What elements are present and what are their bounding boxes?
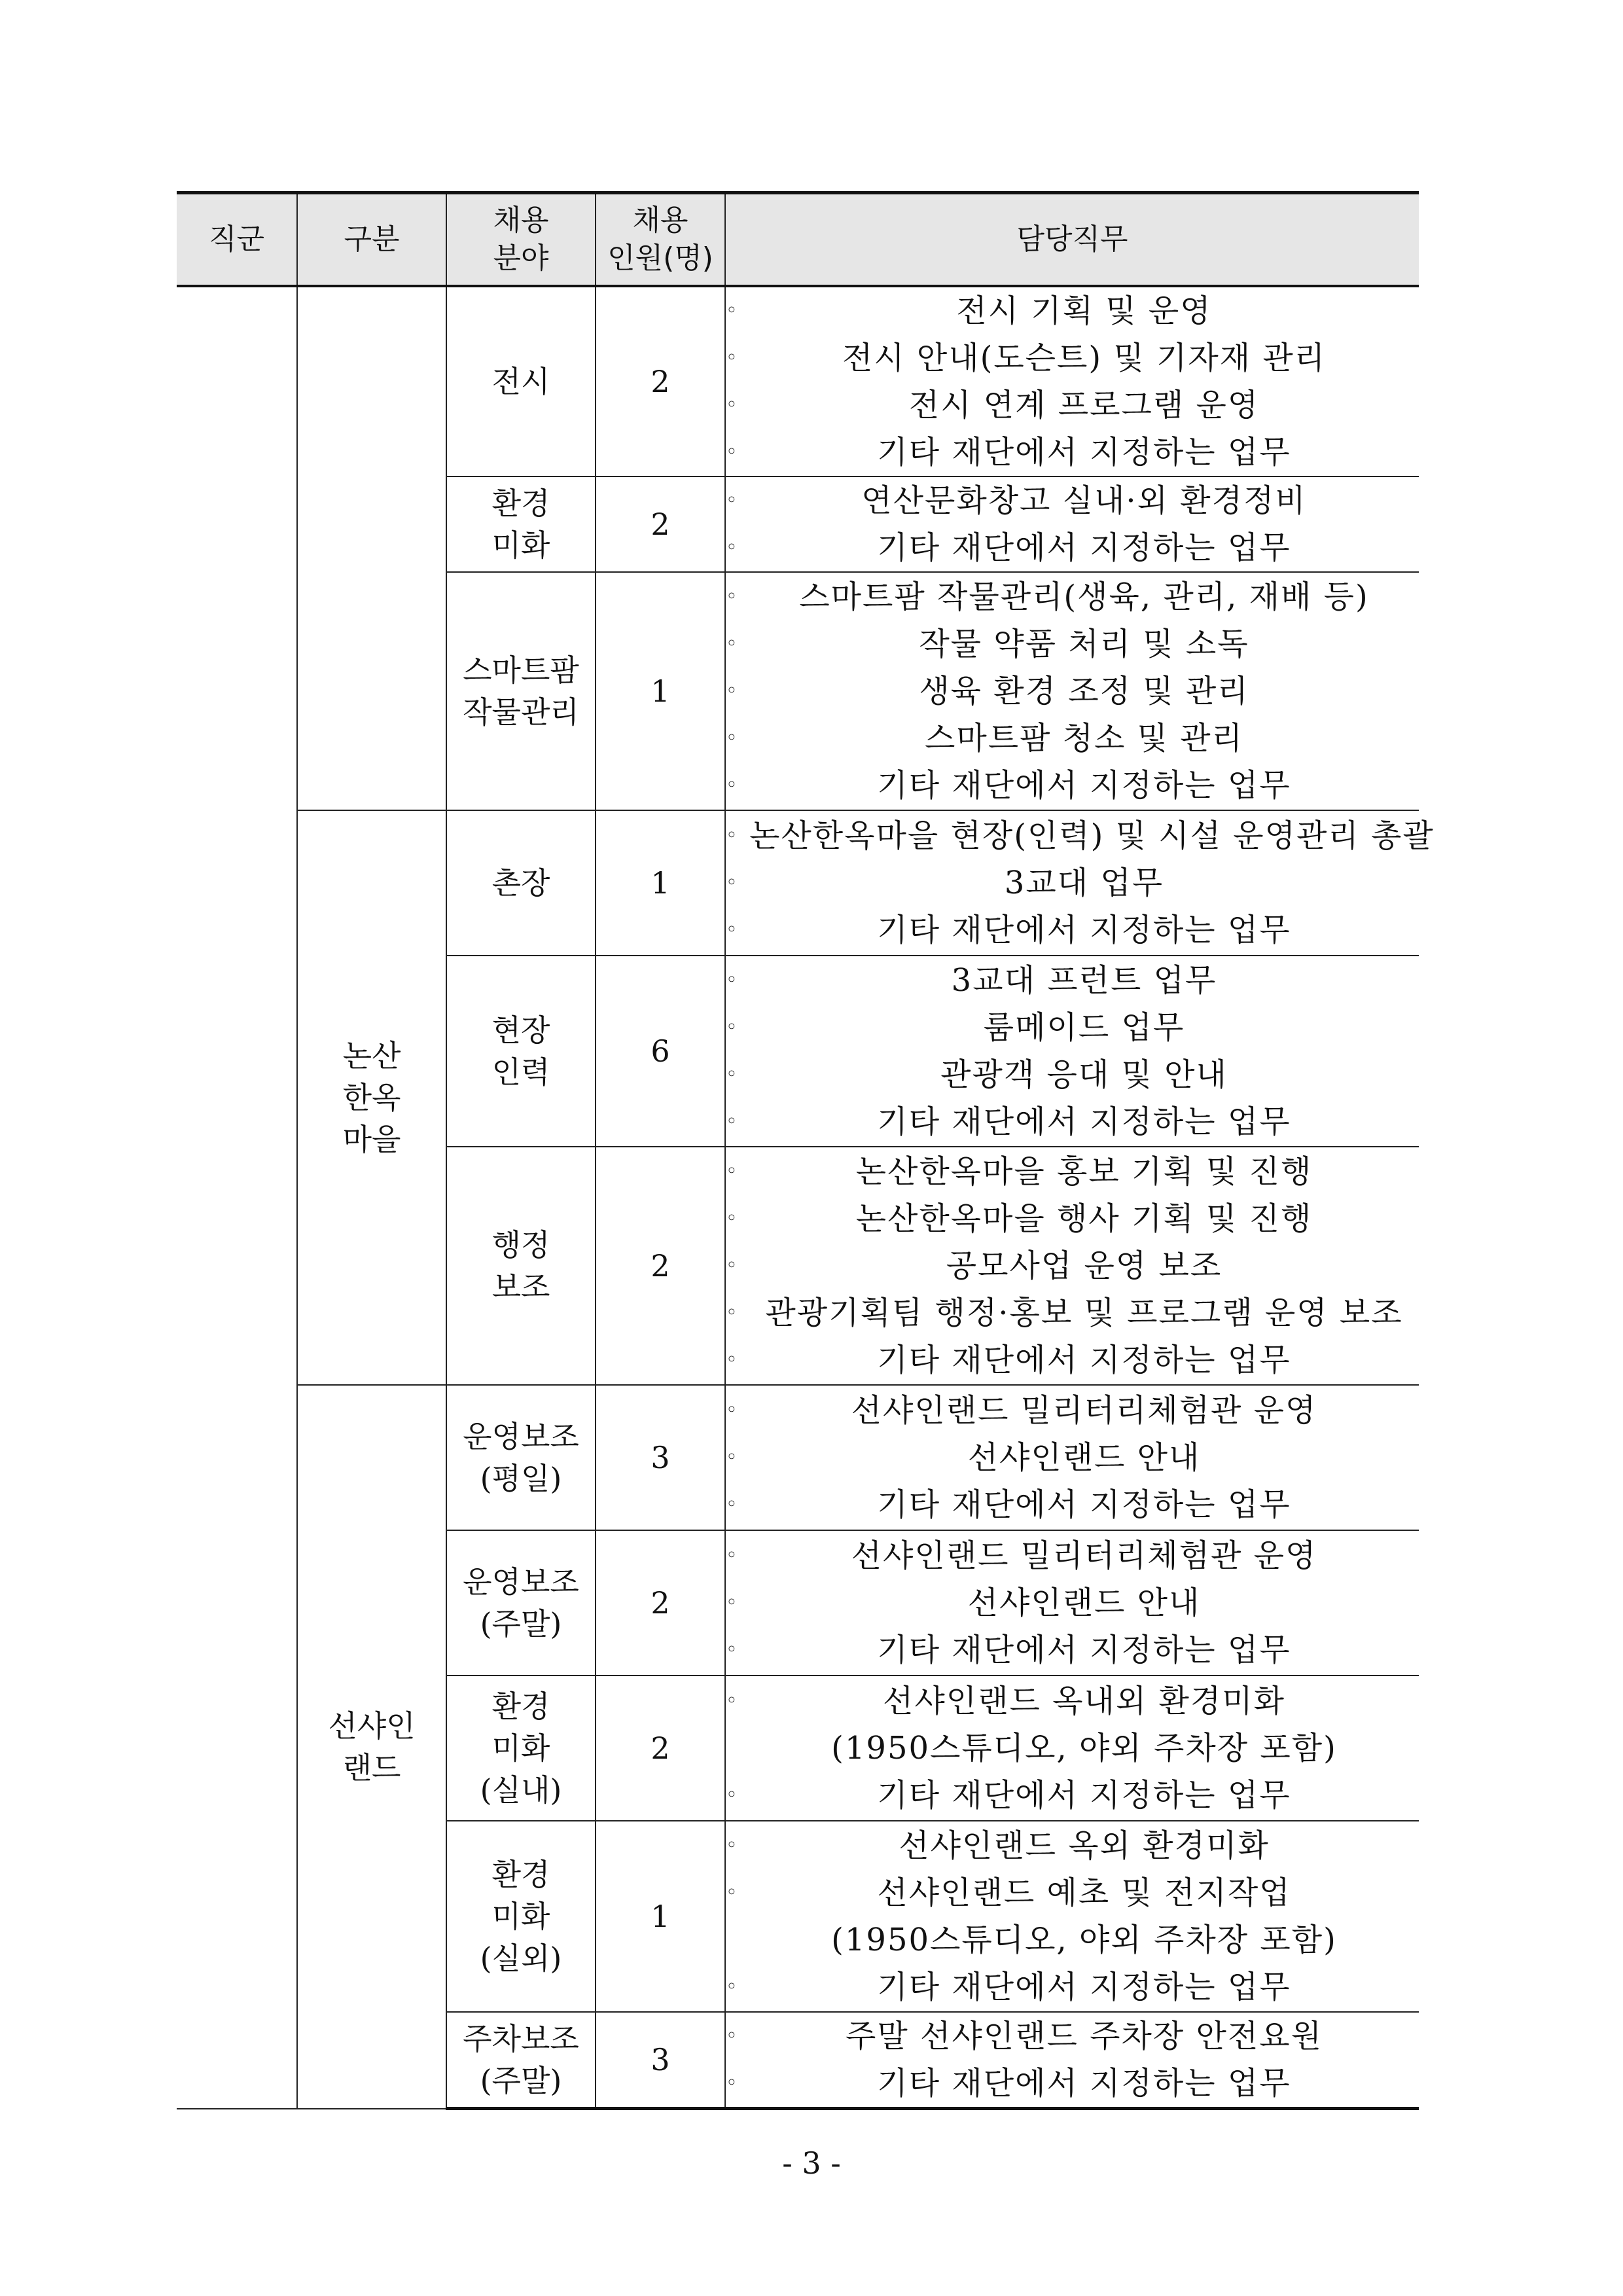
duty-text: 기타 재단에서 지정하는 업무 — [877, 912, 1291, 948]
duty-item — [726, 1289, 1419, 1336]
duty-text: 주말 선샤인랜드 주차장 안전요원 — [846, 2018, 1323, 2054]
bullet-icon: ◦ — [726, 1301, 739, 1324]
duty-item — [726, 1869, 1419, 1916]
field-cell: 환경 미화 (실외) — [446, 1821, 596, 2012]
duty-text: 선샤인랜드 옥외 환경미화 — [899, 1827, 1270, 1864]
duty-item — [726, 1387, 1419, 1434]
duty-item — [726, 957, 1419, 1004]
table-row — [177, 810, 1419, 956]
duty-text: 전시 기획 및 운영 — [956, 293, 1212, 329]
bullet-icon: ◦ — [726, 679, 739, 702]
duty-item — [726, 1532, 1419, 1579]
bullet-icon: ◦ — [726, 871, 739, 894]
bullet-icon: ◦ — [726, 1399, 739, 1422]
table-row — [177, 286, 1419, 476]
duty-text: 기타 재단에서 지정하는 업무 — [877, 529, 1291, 566]
bullet-icon: ◦ — [726, 1638, 739, 1661]
duty-item — [726, 1772, 1419, 1819]
duty-list — [726, 477, 1419, 571]
bullet-icon: ◦ — [726, 1493, 739, 1516]
duty-text: 생육 환경 조정 및 관리 — [919, 673, 1249, 709]
headcount-cell: 2 — [596, 1147, 725, 1385]
table-row — [177, 1385, 1419, 1530]
bullet-icon: ◦ — [726, 1110, 739, 1133]
headcount-cell: 1 — [596, 572, 725, 810]
bullet-icon: ◦ — [726, 1881, 739, 1904]
field-cell: 행정 보조 — [446, 1147, 596, 1385]
bullet-icon: ◦ — [726, 299, 739, 322]
bullet-icon: ◦ — [726, 1016, 739, 1039]
duty-text: 연산문화창고 실내·외 환경정비 — [861, 482, 1307, 519]
bullet-icon: ◦ — [726, 1689, 739, 1712]
duty-text: 기타 재단에서 지정하는 업무 — [877, 1777, 1291, 1814]
page-number: - 3 - — [782, 2145, 841, 2181]
field-cell: 환경 미화 — [446, 476, 596, 572]
duty-text: 전시 안내(도슨트) 및 기자재 관리 — [842, 340, 1327, 376]
field-cell: 주차보조 (주말) — [446, 2012, 596, 2109]
duty-item — [726, 859, 1419, 906]
duty-item — [726, 1916, 1419, 1964]
bullet-icon: ◦ — [726, 346, 739, 369]
bullet-icon: ◦ — [726, 1063, 739, 1086]
bullet-icon: ◦ — [726, 1591, 739, 1614]
duty-list — [726, 287, 1419, 476]
duty-item — [726, 524, 1419, 571]
duties-cell — [725, 2012, 1419, 2109]
duty-item — [726, 1242, 1419, 1289]
header-duties: 담당직무 — [725, 193, 1419, 287]
duty-list — [726, 1532, 1419, 1674]
duty-item — [726, 668, 1419, 715]
duty-text: 논산한옥마을 홍보 기획 및 진행 — [855, 1153, 1313, 1190]
duty-item — [726, 334, 1419, 382]
duty-list — [726, 1822, 1419, 2011]
bullet-icon: ◦ — [726, 585, 739, 608]
duties-cell — [725, 1147, 1419, 1385]
headcount-cell: 3 — [596, 1385, 725, 1530]
duty-text: 선샤인랜드 안내 — [967, 1585, 1201, 1621]
duty-list — [726, 1387, 1419, 1528]
duty-text: 선샤인랜드 옥내외 환경미화 — [883, 1683, 1285, 1719]
bullet-icon: ◦ — [726, 1834, 739, 1857]
duty-text: 기타 재단에서 지정하는 업무 — [877, 1103, 1291, 1140]
duty-text: 기타 재단에서 지정하는 업무 — [877, 1486, 1291, 1523]
bullet-icon: ◦ — [726, 1544, 739, 1567]
duty-item — [726, 287, 1419, 334]
headcount-cell: 1 — [596, 1821, 725, 2012]
header-division: 구분 — [297, 193, 446, 287]
bullet-icon: ◦ — [726, 774, 739, 797]
duty-text: 논산한옥마을 행사 기획 및 진행 — [855, 1200, 1313, 1237]
duty-text: 기타 재단에서 지정하는 업무 — [877, 1632, 1291, 1668]
duty-item — [726, 812, 1435, 859]
duty-list — [726, 2013, 1419, 2107]
duty-text: 관광객 응대 및 안내 — [940, 1056, 1228, 1093]
headcount-cell: 1 — [596, 810, 725, 956]
field-cell: 촌장 — [446, 810, 596, 956]
bullet-icon: ◦ — [726, 1975, 739, 1998]
header-headcount: 채용 인원(명) — [596, 193, 725, 287]
duties-cell — [725, 476, 1419, 572]
table-header-row — [177, 193, 1419, 287]
duty-list — [726, 1148, 1419, 1384]
duties-cell — [725, 286, 1419, 476]
duty-item — [726, 906, 1419, 954]
field-cell: 현장 인력 — [446, 956, 596, 1147]
bullet-icon: ◦ — [726, 824, 739, 847]
duty-item — [726, 715, 1419, 762]
job-group-cell — [177, 286, 297, 2109]
duty-item — [726, 1579, 1419, 1626]
duty-item — [726, 1964, 1419, 2011]
field-cell: 스마트팜 작물관리 — [446, 572, 596, 810]
duty-list — [726, 957, 1419, 1145]
bullet-icon: ◦ — [726, 2072, 739, 2094]
duty-item — [726, 1677, 1419, 1725]
table-body — [177, 286, 1435, 2109]
duty-list — [726, 573, 1419, 809]
duty-text: (1950스튜디오, 야외 주차장 포함) — [831, 1922, 1337, 1958]
duties-cell — [725, 1385, 1419, 1530]
bullet-icon: ◦ — [726, 1254, 739, 1277]
field-cell: 전시 — [446, 286, 596, 476]
duty-item — [726, 1148, 1419, 1195]
duty-item — [726, 1004, 1419, 1051]
duties-cell — [725, 956, 1419, 1147]
duty-item — [726, 1434, 1419, 1481]
bullet-icon: ◦ — [726, 440, 739, 463]
duty-text: 전시 연계 프로그램 운영 — [908, 387, 1260, 423]
duty-text: 3교대 업무 — [1004, 865, 1164, 901]
bullet-icon: ◦ — [726, 918, 739, 941]
bullet-icon: ◦ — [726, 393, 739, 416]
bullet-icon: ◦ — [726, 489, 739, 512]
duty-text: 스마트팜 청소 및 관리 — [924, 720, 1244, 757]
duty-text: 룸메이드 업무 — [983, 1009, 1185, 1046]
bullet-icon: ◦ — [726, 1784, 739, 1806]
bullet-icon: ◦ — [726, 1348, 739, 1371]
bullet-icon: ◦ — [726, 726, 739, 749]
duty-text: 선샤인랜드 밀리터리체험관 운영 — [851, 1392, 1317, 1429]
header-field: 채용 분야 — [446, 193, 596, 287]
duty-text: 작물 약품 처리 및 소독 — [919, 626, 1249, 662]
division-cell: 논산 한옥 마을 — [297, 810, 446, 1385]
duty-text: 선샤인랜드 밀리터리체험관 운영 — [851, 1537, 1317, 1574]
duty-item — [726, 1626, 1419, 1674]
headcount-cell: 2 — [596, 1530, 725, 1676]
duty-item — [726, 1098, 1419, 1145]
headcount-cell: 3 — [596, 2012, 725, 2109]
headcount-cell: 2 — [596, 476, 725, 572]
bullet-icon: ◦ — [726, 969, 739, 992]
duty-item — [726, 477, 1419, 524]
headcount-cell: 6 — [596, 956, 725, 1147]
division-cell: 선샤인 랜드 — [297, 1385, 446, 2109]
duty-text: 선샤인랜드 안내 — [967, 1439, 1201, 1476]
duty-item — [726, 382, 1419, 429]
headcount-cell: 2 — [596, 1676, 725, 1821]
bullet-icon: ◦ — [726, 1160, 739, 1183]
duty-item — [726, 620, 1419, 668]
duty-text: (1950스튜디오, 야외 주차장 포함) — [831, 1730, 1337, 1767]
duty-text: 기타 재단에서 지정하는 업무 — [877, 2065, 1291, 2102]
duty-item — [726, 762, 1419, 809]
duty-text: 선샤인랜드 예초 및 전지작업 — [877, 1874, 1291, 1911]
duties-cell — [725, 1530, 1419, 1676]
duties-cell — [725, 1676, 1419, 1821]
duty-item — [726, 2060, 1419, 2107]
duty-text: 기타 재단에서 지정하는 업무 — [877, 767, 1291, 804]
duty-list — [726, 812, 1435, 954]
recruitment-table — [177, 191, 1435, 2110]
duty-item — [726, 573, 1419, 620]
header-job-group: 직군 — [177, 193, 297, 287]
duty-item — [726, 1481, 1419, 1528]
duty-item — [726, 2013, 1419, 2060]
bullet-icon: ◦ — [726, 632, 739, 655]
duty-item — [726, 1195, 1419, 1242]
duty-text: 3교대 프런트 업무 — [951, 962, 1217, 999]
duty-text: 관광기획팀 행정·홍보 및 프로그램 운영 보조 — [765, 1295, 1403, 1331]
duty-item — [726, 1725, 1419, 1772]
field-cell: 환경 미화 (실내) — [446, 1676, 596, 1821]
duty-item — [726, 1336, 1419, 1384]
duty-item — [726, 1822, 1419, 1869]
duty-text: 기타 재단에서 지정하는 업무 — [877, 434, 1291, 471]
duty-text: 공모사업 운영 보조 — [946, 1247, 1222, 1284]
duties-cell — [725, 1821, 1419, 2012]
field-cell: 운영보조 (평일) — [446, 1385, 596, 1530]
bullet-icon: ◦ — [726, 2024, 739, 2047]
field-cell: 운영보조 (주말) — [446, 1530, 596, 1676]
duties-cell — [725, 572, 1419, 810]
division-cell — [297, 286, 446, 810]
duty-item — [726, 429, 1419, 476]
bullet-icon: ◦ — [726, 536, 739, 559]
headcount-cell: 2 — [596, 286, 725, 476]
duty-text: 논산한옥마을 현장(인력) 및 시설 운영관리 총괄 — [749, 817, 1435, 854]
duties-cell — [725, 810, 1435, 956]
bullet-icon: ◦ — [726, 1207, 739, 1230]
duty-list — [726, 1677, 1419, 1819]
duty-item — [726, 1051, 1419, 1098]
duty-text: 기타 재단에서 지정하는 업무 — [877, 1969, 1291, 2005]
duty-text: 스마트팜 작물관리(생육, 관리, 재배 등) — [799, 579, 1369, 615]
duty-text: 기타 재단에서 지정하는 업무 — [877, 1342, 1291, 1378]
bullet-icon: ◦ — [726, 1446, 739, 1469]
